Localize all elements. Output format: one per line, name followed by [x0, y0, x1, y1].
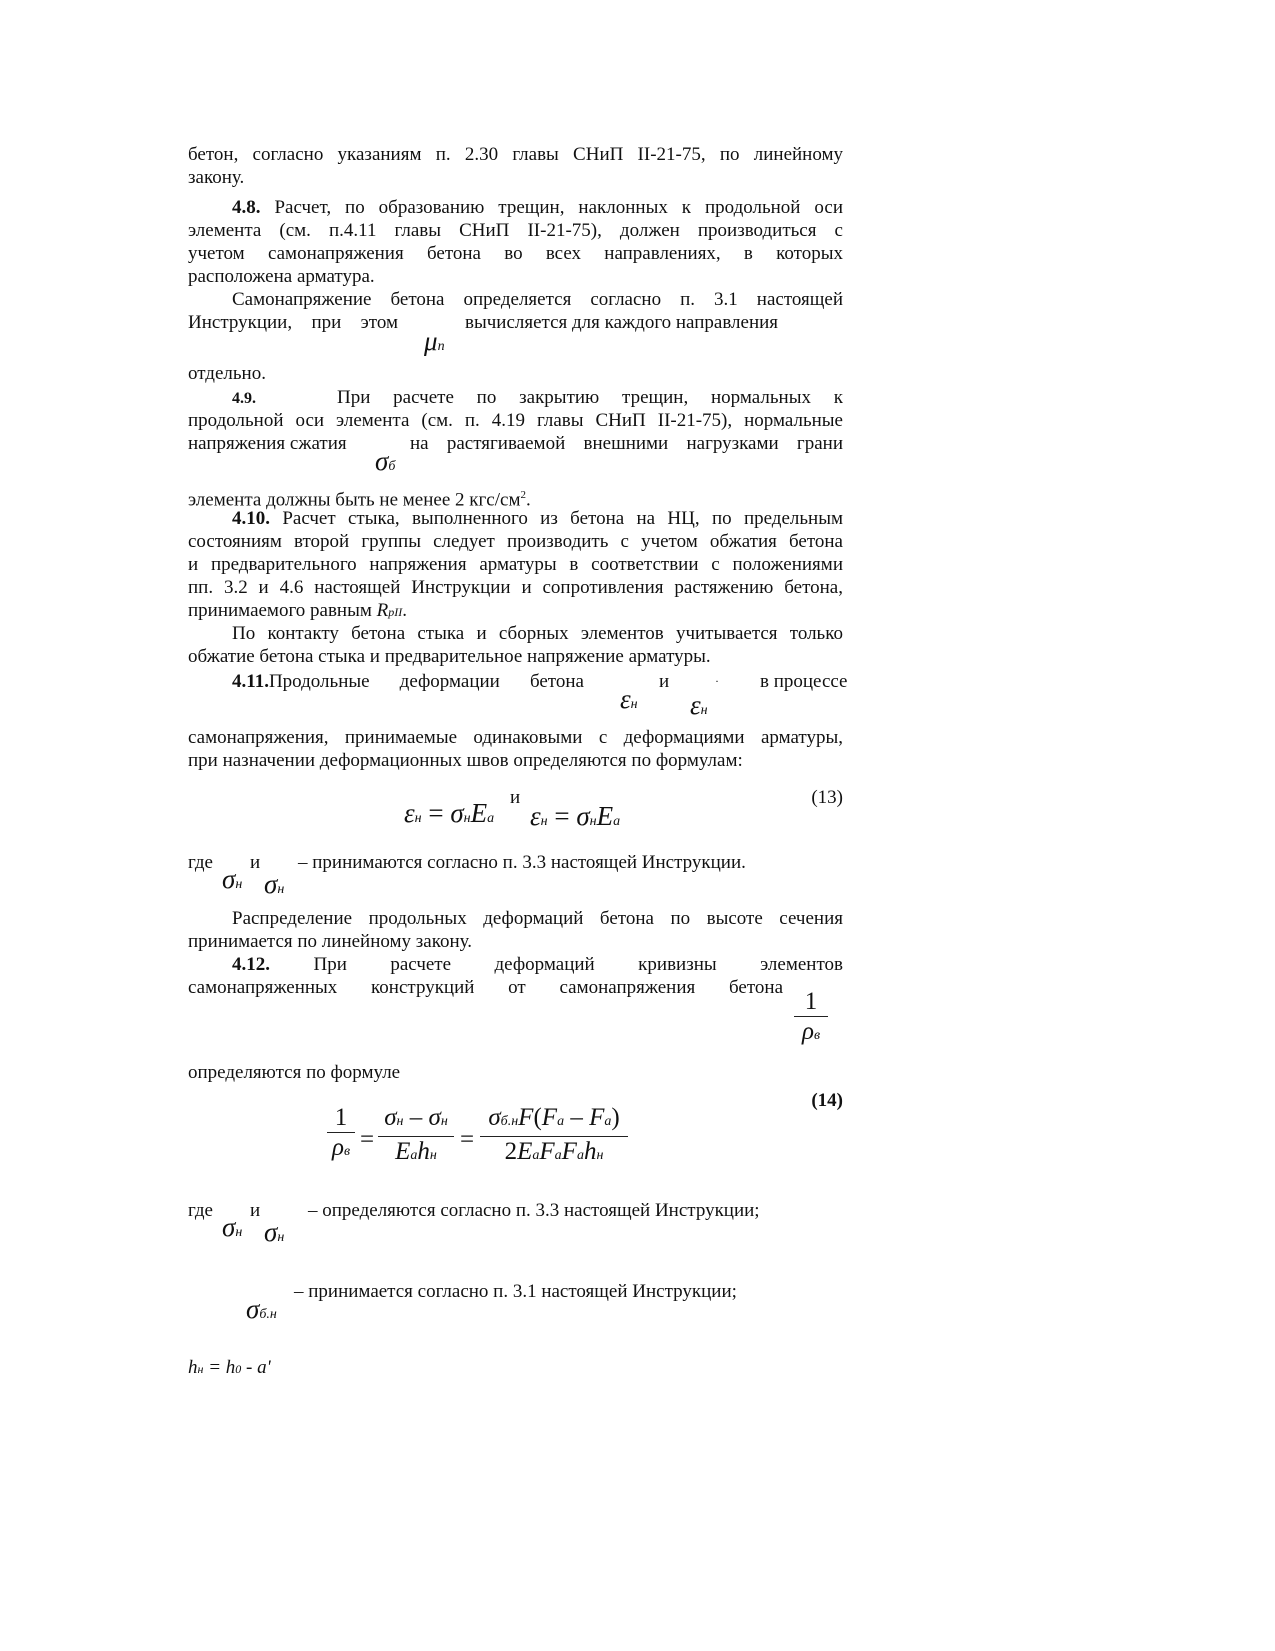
text-line: продольной оси элемента (см. п. 4.19 главы СНиП II-21-75), нормальные: [188, 410, 843, 431]
text-line: По контакту бетона стыка и сборных элементов учитывается только: [232, 623, 843, 644]
equation-14-middle: σн – σн Eаhн: [378, 1106, 454, 1167]
equation-13-number: (13): [811, 787, 843, 808]
text-line: и предварительного напряжения арматуры в соответствии с положениями: [188, 554, 843, 575]
text-line: Распределение продольных деформаций бетона по высоте сечения: [232, 908, 843, 929]
epsilon-n-symbol: εн: [620, 684, 638, 714]
equation-14-number: (14): [811, 1090, 843, 1111]
text-line: элемента должны быть не менее 2 кгс/$см^2$.: [188, 489, 531, 511]
text-line: – принимается согласно п. 3.1 настоящей Инструкции;: [294, 1281, 737, 1302]
text-line: определяются по формуле: [188, 1062, 401, 1083]
paragraph-4-9-line: 4.9. При расчете по закрытию трещин, нормальных к: [232, 387, 843, 408]
text-line: самонапряженных конструкций от самонапряжения бетона: [188, 977, 783, 998]
text-line: бетон, согласно указаниям п. 2.30 главы СНиП II-21-75, по линейному: [188, 144, 843, 165]
paragraph-4-10-line: 4.10. Расчет стыка, выполненного из бетона на НЦ, по предельным: [232, 508, 843, 529]
text-line: самонапряжения, принимаемые одинаковыми с деформациями арматуры,: [188, 727, 843, 748]
text-line: закону.: [188, 167, 245, 188]
text-line: напряжения сжатия на растягиваемой внешними нагрузками грани: [188, 433, 843, 454]
text-line: состояниям второй группы следует производить с учетом обжатия бетона: [188, 531, 843, 552]
mu-n-symbol: μп: [424, 326, 445, 356]
text-line: учетом самонапряжения бетона во всех направлениях, в которых: [188, 243, 843, 264]
curvature-fraction: 1 ρв: [794, 990, 828, 1047]
paragraph-4-11-line: 4.11.Продольные деформации бетона и · в процессе: [232, 671, 848, 692]
text-line: принимается по линейному закону.: [188, 931, 473, 952]
epsilon-n-prime-symbol: εн: [690, 690, 708, 720]
equation-13-right: εн = σнEа: [530, 801, 621, 831]
h-n-definition: hн = h0 - a': [188, 1357, 271, 1378]
text-line: пп. 3.2 и 4.6 настоящей Инструкции и сопротивления растяжению бетона,: [188, 577, 843, 598]
text-line: принимаемого равным RрII.: [188, 600, 407, 621]
text-line: Инструкции, при этом вычисляется для каждого направления: [188, 312, 779, 333]
sigma-n-symbol: σн: [222, 864, 243, 894]
sigma-n-prime-symbol: σн: [264, 869, 285, 899]
section-number: 4.8.: [232, 197, 261, 218]
equals-sign: =: [360, 1126, 375, 1153]
equals-sign: =: [460, 1126, 475, 1153]
section-number: 4.10.: [232, 508, 270, 529]
where-line: где и – принимаются согласно п. 3.3 настоящей Инструкции.: [188, 852, 746, 873]
equation-14-lhs: 1 ρв: [327, 1106, 355, 1163]
section-number: 4.12.: [232, 954, 270, 975]
where-line: где и – определяются согласно п. 3.3 настоящей Инструкции;: [188, 1200, 760, 1221]
text-line: расположена арматура.: [188, 266, 375, 287]
text-line: Самонапряжение бетона определяется согласно п. 3.1 настоящей: [232, 289, 843, 310]
paragraph-4-12-line: 4.12. При расчете деформаций кривизны элементов: [232, 954, 843, 975]
section-number: 4.9.: [232, 390, 256, 407]
sigma-bn-symbol: σб.н: [246, 1294, 277, 1324]
equation-13-left: εн = σнEа: [404, 798, 495, 828]
sigma-n-prime-symbol: σн: [264, 1217, 285, 1247]
section-number: 4.11.: [232, 671, 269, 692]
sigma-b-symbol: σб: [375, 446, 396, 476]
text-line: при назначении деформационных швов определяются по формулам:: [188, 750, 743, 771]
text-line: обжатие бетона стыка и предварительное напряжение арматуры.: [188, 646, 711, 667]
text-line: отдельно.: [188, 363, 266, 384]
equation-14-right: σб.нF(Fа – Fа) 2EаFаFаhн: [480, 1106, 628, 1167]
paragraph-4-8-line: 4.8. Расчет, по образованию трещин, наклонных к продольной оси: [232, 197, 843, 218]
equation-13-and: и: [510, 787, 521, 808]
sigma-n-symbol: σн: [222, 1212, 243, 1242]
text-line: элемента (см. п.4.11 главы СНиП II-21-75), должен производиться с: [188, 220, 843, 241]
